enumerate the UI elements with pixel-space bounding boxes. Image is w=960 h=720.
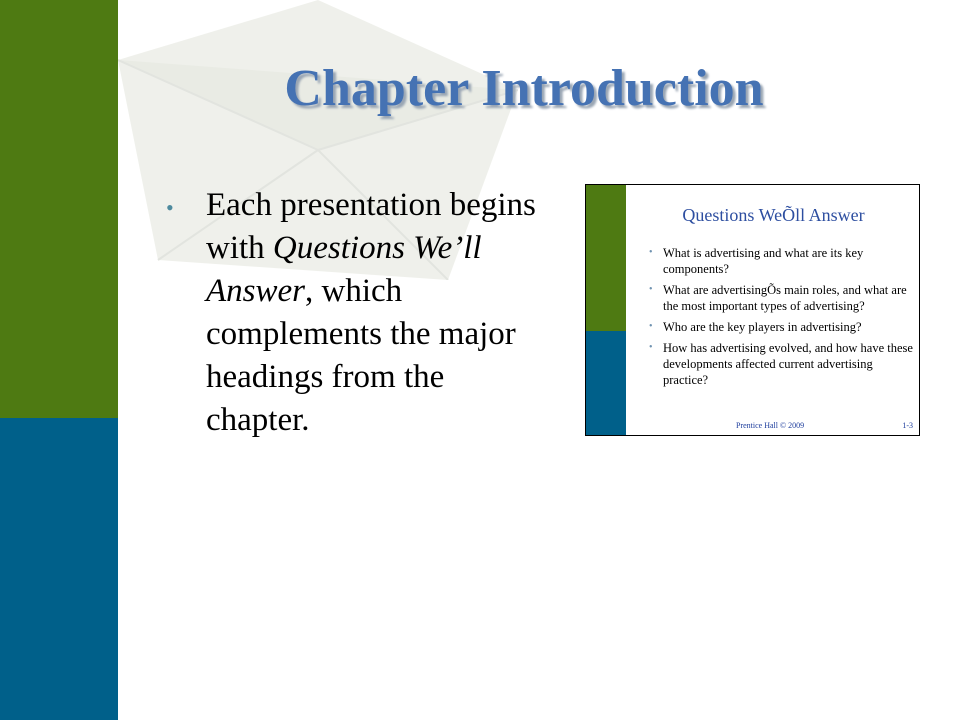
thumbnail-footer-copyright: Prentice Hall © 2009 [736, 421, 805, 430]
thumbnail-bullet-item [649, 319, 919, 335]
thumbnail-bullet-icon: • [649, 284, 653, 295]
bullet-list [166, 184, 546, 442]
bullet-text-segment: Each presentation begins with [206, 187, 536, 266]
left-band-green [0, 0, 118, 418]
slide-title: Chapter Introduction [284, 60, 764, 117]
thumbnail-title: Questions WeÕll Answer [682, 205, 865, 225]
thumbnail-bullet-list [649, 245, 919, 393]
thumbnail-bullet-text: What are advertisingÕs main roles, and what are the most important types of advertising? [663, 283, 907, 313]
thumbnail-band-blue [586, 331, 626, 436]
thumbnail-bullet-item [649, 245, 919, 277]
bullet-text-segment: , which complements the major headings from the chapter. [206, 273, 516, 438]
left-band-blue [0, 418, 118, 720]
thumbnail-band-green [586, 185, 626, 331]
bullet-icon: • [166, 195, 174, 220]
thumbnail-bullet-text: Who are the key players in advertising? [663, 320, 862, 334]
thumbnail-bullet-icon: • [649, 342, 653, 353]
thumbnail-bullet-item [649, 282, 919, 314]
thumbnail-bullet-text: What is advertising and what are its key components? [663, 246, 864, 276]
thumbnail-bullet-icon: • [649, 321, 653, 332]
slide-thumbnail [585, 184, 920, 436]
thumbnail-bullet-text: How has advertising evolved, and how have these developments affected current advertising practice? [663, 341, 913, 387]
bullet-item [166, 184, 546, 442]
bullet-text-italic-segment: Questions We’ll Answer [206, 230, 482, 309]
thumbnail-bullet-item [649, 340, 919, 388]
thumbnail-bullet-icon: • [649, 247, 653, 258]
bullet-text [206, 184, 546, 442]
thumbnail-page-number: 1-3 [902, 421, 913, 430]
